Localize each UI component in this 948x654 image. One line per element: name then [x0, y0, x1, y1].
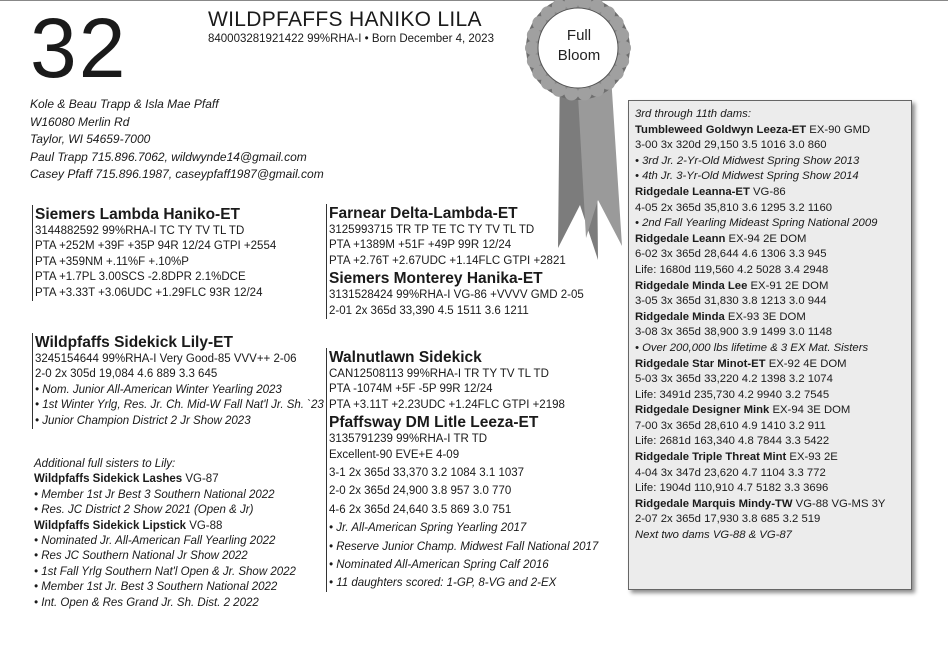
dam-entry-record: 5-03 3x 365d 33,220 4.2 1398 3.2 1074 — [635, 373, 833, 386]
dam-entry-record: 2-07 2x 365d 17,930 3.8 685 3.2 519 — [635, 513, 821, 526]
sister-note: • Member 1st Jr. Best 3 Southern National 2022 — [34, 581, 278, 594]
dam-entry-name: Tumbleweed Goldwyn Leeza-ET — [635, 123, 807, 136]
dam-sire-line: CAN12508113 99%RHA-I TR TY TV TL TD — [329, 368, 549, 380]
sisters-heading: Additional full sisters to Lily: — [34, 458, 176, 470]
dam-entry — [635, 279, 911, 295]
consignor-line: Casey Pfaff 715.896.1987, caseypfaff1987@gmail.com — [30, 167, 324, 181]
dam-note: • Nom. Junior All-American Winter Yearling 2023 — [35, 383, 282, 396]
sister-note: • 1st Fall Yrlg Southern Nat'l Open & Jr. Show 2022 — [34, 565, 296, 578]
dam-entry — [635, 185, 911, 201]
dam-dam-name: Pfaffsway DM Litle Leeza-ET — [329, 414, 539, 432]
consignor-block — [30, 96, 324, 184]
dam-entry-record: Life: 1680d 119,560 4.2 5028 3.4 2948 — [635, 263, 829, 276]
dam-dam-note: • Nominated All-American Spring Calf 2016 — [329, 559, 549, 572]
dam-entry-record: Life: 2681d 163,340 4.8 7844 3.3 5422 — [635, 435, 830, 448]
sire-dam-line: 2-01 2x 365d 33,390 4.5 1511 3.6 1211 — [329, 304, 529, 317]
dam-dam-line: 2-0 2x 365d 24,900 3.8 957 3.0 770 — [329, 485, 512, 498]
dam-entry — [635, 357, 911, 373]
dam-entry — [635, 310, 911, 326]
dam-entry-note: • 2nd Fall Yearling Mideast Spring National 2009 — [635, 217, 878, 230]
dam-entry-score: EX-91 2E DOM — [747, 279, 829, 292]
dam-entry-name: Ridgedale Triple Threat Mint — [635, 451, 787, 464]
dam-entry-name: Ridgedale Leanna-ET — [635, 185, 750, 198]
sire-line: PTA +3.33T +3.06UDC +1.29FLC 93R 12/24 — [35, 286, 263, 299]
sire-sire-line: 3125993715 TR TP TE TC TY TV TL TD — [329, 224, 535, 236]
ribbon-text-line: Bloom — [557, 47, 601, 64]
dams-box — [628, 100, 912, 590]
dam-entry-score: EX-90 GMD — [806, 123, 871, 136]
animal-name: WILDPFAFFS HANIKO LILA — [208, 8, 482, 31]
sire-dam-line: 3131528424 99%RHA-I VG-86 +VVVV GMD 2-05 — [329, 289, 584, 302]
sister-note: • Member 1st Jr Best 3 Southern National 2022 — [34, 488, 275, 501]
dam-dam-line: 4-6 2x 365d 24,640 3.5 869 3.0 751 — [329, 503, 512, 516]
sister-entry — [34, 519, 296, 534]
dam-sire-line: PTA -1074M +5F -5P 99R 12/24 — [329, 383, 493, 396]
sisters-block — [34, 457, 296, 611]
dam-entry-score: VG-86 — [749, 185, 786, 198]
dam-entry-name: Ridgedale Star Minot-ET — [635, 357, 766, 370]
consignor-line: W16080 Merlin Rd — [30, 114, 130, 129]
dam-entry-name: Ridgedale Leann — [635, 232, 726, 245]
sister-entry — [34, 472, 296, 487]
dams-heading: 3rd through 11th dams: — [635, 108, 751, 120]
ribbon-text-line: Full — [566, 27, 592, 44]
rosette-scallop — [617, 41, 631, 55]
dam-dam-note: • Jr. All-American Spring Yearling 2017 — [329, 522, 527, 535]
dam-entry-score: EX-94 2E DOM — [725, 232, 807, 245]
sire-sire-line: PTA +1389M +51F +49P 99R 12/24 — [329, 239, 512, 252]
dam-entry-note: • Over 200,000 lbs lifetime & 3 EX Mat. Sisters — [635, 341, 869, 354]
sire-dam-name: Siemers Monterey Hanika-ET — [329, 270, 543, 288]
dam-entry-name: Ridgedale Minda — [635, 310, 725, 323]
dam-entry-record: 7-00 3x 365d 28,610 4.9 1410 3.2 911 — [635, 419, 826, 432]
dam-note: • Junior Champion District 2 Jr Show 2023 — [35, 414, 251, 427]
ribbon-text — [545, 26, 613, 66]
consignor-line: Paul Trapp 715.896.7062, wildwynde14@gmail.com — [30, 149, 307, 164]
dam-entry-score: VG-88 VG-MS 3Y — [792, 497, 886, 510]
dam-entry-score: EX-92 4E DOM — [765, 357, 847, 370]
dam-dam-line: Excellent-90 EVE+E 4-09 — [329, 448, 460, 461]
sire-block — [32, 205, 276, 301]
dam-dam-note: • Reserve Junior Champ. Midwest Fall National 2017 — [329, 540, 599, 553]
dam-sire-line: PTA +3.11T +2.23UDC +1.24FLC GTPI +2198 — [329, 398, 565, 411]
dam-entry-record: 4-05 2x 365d 35,810 3.6 1295 3.2 1160 — [635, 201, 833, 214]
sister-note: • Int. Open & Res Grand Jr. Sh. Dist. 2 2022 — [34, 596, 259, 609]
dam-dam-note: • 11 daughters scored: 1-GP, 8-VG and 2-EX — [329, 577, 557, 590]
animal-info: 840003281921422 99%RHA-I • Born December 4, 2023 — [208, 33, 494, 45]
dam-entry-record: 3-05 3x 365d 31,830 3.8 1213 3.0 944 — [635, 295, 827, 308]
dam-entry-record: Life: 1904d 110,910 4.7 5182 3.3 3696 — [635, 482, 829, 495]
sister-note: • Nominated Jr. All-American Fall Yearling 2022 — [34, 535, 276, 548]
dam-line: 2-0 2x 305d 19,084 4.6 889 3.3 645 — [35, 368, 218, 381]
dam-entry-score: EX-93 3E DOM — [724, 310, 806, 323]
sire-sire-block — [326, 204, 584, 319]
dam-entry-score: EX-94 3E DOM — [769, 404, 851, 417]
dam-dam-line: 3-1 2x 365d 33,370 3.2 1084 3.1 1037 — [329, 467, 525, 480]
dam-entry-name: Ridgedale Designer Mink — [635, 404, 770, 417]
sire-line: PTA +359NM +.11%F +.10%P — [35, 255, 189, 268]
dam-entry — [635, 232, 911, 248]
sister-score: VG-88 — [186, 519, 223, 532]
rosette-scallop — [564, 87, 578, 101]
dam-entry-score: EX-93 2E — [786, 451, 838, 464]
sister-score: VG-87 — [182, 473, 219, 486]
dam-entry — [635, 403, 911, 419]
rosette-scallop — [578, 87, 592, 101]
sire-line: PTA +1.7PL 3.00SCS -2.8DPR 2.1%DCE — [35, 271, 246, 284]
dam-entry — [635, 497, 911, 513]
dam-entry-record: 3-08 3x 365d 38,900 3.9 1499 3.0 1148 — [635, 326, 833, 339]
dam-sire-name: Walnutlawn Sidekick — [329, 349, 482, 366]
dam-entry-record: 3-00 3x 320d 29,150 3.5 1016 3.0 860 — [635, 139, 827, 152]
dam-line: 3245154644 99%RHA-I Very Good-85 VVV++ 2-06 — [35, 353, 297, 365]
sister-name: Wildpfaffs Sidekick Lashes — [34, 473, 183, 486]
sire-sire-line: PTA +2.76T +2.67UDC +1.14FLC GTPI +2821 — [329, 254, 566, 267]
sire-name: Siemers Lambda Haniko-ET — [35, 206, 241, 223]
consignor-line: Kole & Beau Trapp & Isla Mae Pfaff — [30, 97, 219, 111]
sire-sire-name: Farnear Delta-Lambda-ET — [329, 205, 518, 222]
dam-entry-note: • 3rd Jr. 2-Yr-Old Midwest Spring Show 2013 — [635, 154, 860, 167]
dam-dam-line: 3135791239 99%RHA-I TR TD — [329, 433, 488, 446]
consignor-line: Taylor, WI 54659-7000 — [30, 132, 151, 146]
dam-entry-record: 6-02 3x 365d 28,644 4.6 1306 3.3 945 — [635, 248, 827, 261]
dam-name: Wildpfaffs Sidekick Lily-ET — [35, 334, 233, 351]
dam-block — [32, 333, 324, 429]
dam-entry-note: • 4th Jr. 3-Yr-Old Midwest Spring Show 2014 — [635, 170, 859, 183]
top-rule — [0, 0, 948, 1]
dam-entry — [635, 450, 911, 466]
dams-footer: Next two dams VG-88 & VG-87 — [635, 529, 792, 542]
sister-note: • Res JC Southern National Jr Show 2022 — [34, 550, 248, 563]
sire-line: 3144882592 99%RHA-I TC TY TV TL TD — [35, 225, 245, 237]
dam-entry — [635, 123, 911, 139]
dam-sire-block — [326, 348, 598, 592]
dam-entry-name: Ridgedale Marquis Mindy-TW — [635, 497, 793, 510]
sister-name: Wildpfaffs Sidekick Lipstick — [34, 519, 186, 532]
dam-entry-name: Ridgedale Minda Lee — [635, 279, 748, 292]
sister-note: • Res. JC District 2 Show 2021 (Open & Jr) — [34, 504, 254, 517]
lot-number: 32 — [30, 1, 128, 95]
dam-entry-record: 4-04 3x 347d 23,620 4.7 1104 3.3 772 — [635, 466, 826, 479]
rosette-scallop — [525, 41, 539, 55]
dam-note: • 1st Winter Yrlg, Res. Jr. Ch. Mid-W Fall Nat'l Jr. Sh. `23 — [35, 399, 324, 412]
sire-line: PTA +252M +39F +35P 94R 12/24 GTPI +2554 — [35, 240, 277, 253]
dam-entry-record: Life: 3491d 235,730 4.2 9940 3.2 7545 — [635, 388, 830, 401]
